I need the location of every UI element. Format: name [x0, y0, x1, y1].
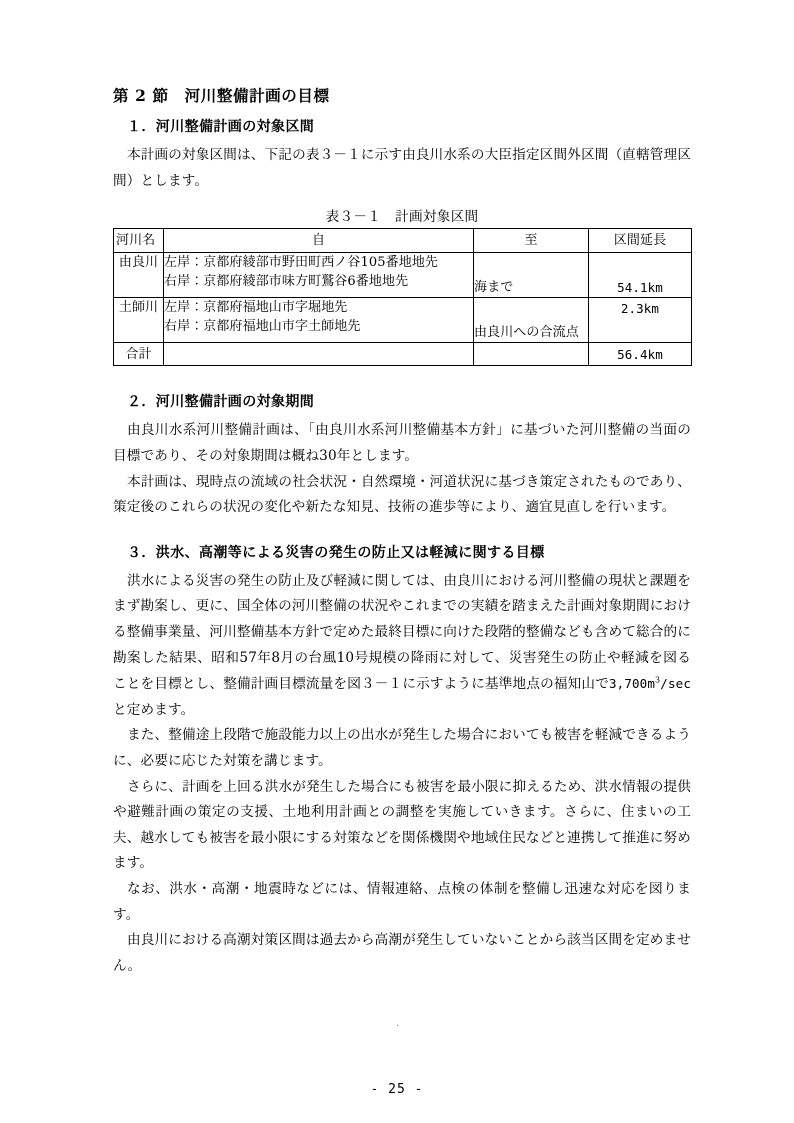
paragraph-1-text-post: と定めます。: [113, 701, 195, 718]
table-header-row: [114, 229, 692, 253]
table-header-river: 河川名: [114, 229, 164, 253]
table-cell-to: 海まで: [474, 253, 589, 298]
table-row: [114, 253, 692, 298]
subsection-2: [113, 392, 691, 520]
from-right-bank: 右岸：京都府綾部市味方町鷲谷6番地地先: [164, 274, 409, 290]
subsection-2-heading: ２．河川整備計画の対象期間: [127, 394, 315, 411]
subsection-3-paragraph-2: また、整備途上段階で施設能力以上の出水が発生した場合においても被害を軽減できるように、必要に応じた対策を講じます。: [113, 727, 691, 769]
page-number: - 25 -: [370, 1082, 424, 1097]
spacer: [113, 521, 691, 543]
subsection-3: [113, 543, 691, 980]
subsection-3-paragraph-1: [113, 569, 691, 724]
subsection-2-paragraph-2: 本計画は、現時点の流域の社会状況・自然環境・河道状況に基づき策定されたものであり、策定後のこれらの状況の変化や新たな知見、技術の進歩等により、適宜見直しを行います。: [113, 473, 691, 516]
center-mark: .: [396, 1018, 400, 1029]
table-cell-from: [164, 298, 474, 343]
table-cell-river-name: 由良川: [114, 253, 164, 298]
subsection-1-paragraph-1: 本計画の対象区間は、下記の表３－１に示す由良川水系の大臣指定区間外区間（直轄管理区間）とします。: [113, 147, 691, 189]
table-cell-total-to: [474, 343, 589, 366]
table-row: [114, 298, 692, 343]
target-discharge-value: 3,700m: [608, 676, 656, 692]
subsection-2-paragraph-1: 由良川水系河川整備計画は、「由良川水系河川整備基本方針」に基づいた河川整備の当面の目標であり、その対象期間は概ね30年とします。: [113, 422, 691, 465]
table-cell-length: 54.1km: [589, 253, 692, 298]
table-header-length: 区間延長: [589, 229, 692, 253]
cubic-exponent: 3: [655, 675, 661, 685]
subsection-3-paragraph-4: なお、洪水・高潮・地震時などには、情報連絡、点検の体制を整備し迅速な対応を図ります。: [113, 880, 691, 923]
from-left-bank: 左岸：京都府福地山市字堀地先: [164, 300, 348, 316]
table-cell-river-name: 土師川: [114, 298, 164, 343]
paragraph-1-text-pre: 洪水による災害の発生の防止及び軽減に関しては、由良川における河川整備の現状と課題をまず勘案し、更に、国全体の河川整備の状況やこれまでの実績を踏まえた計画対象期間における整備事業量、河川整備基本方針で定めた最終目標に向けた段階的整備なども含めて総合的に勘案した結果、昭和57年8月の台風10号規模の降雨に対して、災害発生の防止や軽減を図ることを目標とし、整備計画目標流量を図３－１に示すように基準地点の福知山で: [113, 572, 691, 693]
target-discharge-unit: /sec: [660, 676, 691, 692]
page-content: [113, 84, 691, 979]
table-cell-to: 由良川への合流点: [474, 298, 589, 343]
table-header-from: 自: [164, 229, 474, 253]
table-cell-total-from: [164, 343, 474, 366]
subsection-3-paragraph-5: 由良川における高潮対策区間は過去から高潮が発生していないことから該当区間を定めません。: [113, 932, 691, 974]
table-cell-total-length: 56.4km: [589, 343, 692, 366]
subsection-1-heading: １．河川整備計画の対象区間: [127, 119, 315, 136]
table-cell-length: 2.3km: [589, 298, 692, 343]
table-cell-from: [164, 253, 474, 298]
table-total-row: [114, 343, 692, 366]
spacer: [113, 366, 691, 392]
table-caption: 表３－１ 計画対象区間: [325, 209, 479, 226]
plan-target-section-table: [113, 228, 692, 366]
subsection-3-paragraph-3: さらに、計画を上回る洪水が発生した場合にも被害を最小限に抑えるため、洪水情報の提供や避難計画の策定の支援、土地利用計画との調整を実施していきます。さらに、住まいの工夫、越水しても被害を最小限にする対策などを関係機関や地域住民などと連携して推進に努めます。: [113, 778, 691, 872]
from-right-bank: 右岸：京都府福地山市字土師地先: [164, 319, 361, 335]
subsection-3-heading: ３．洪水、高潮等による災害の発生の防止又は軽減に関する目標: [127, 544, 545, 561]
subsection-1: [113, 117, 691, 194]
table-header-to: 至: [474, 229, 589, 253]
from-left-bank: 左岸：京都府綾部市野田町西ノ谷105番地地先: [164, 255, 439, 271]
page-title: 第 2 節 河川整備計画の目標: [113, 86, 330, 105]
table-cell-total-label: 合計: [114, 343, 164, 366]
